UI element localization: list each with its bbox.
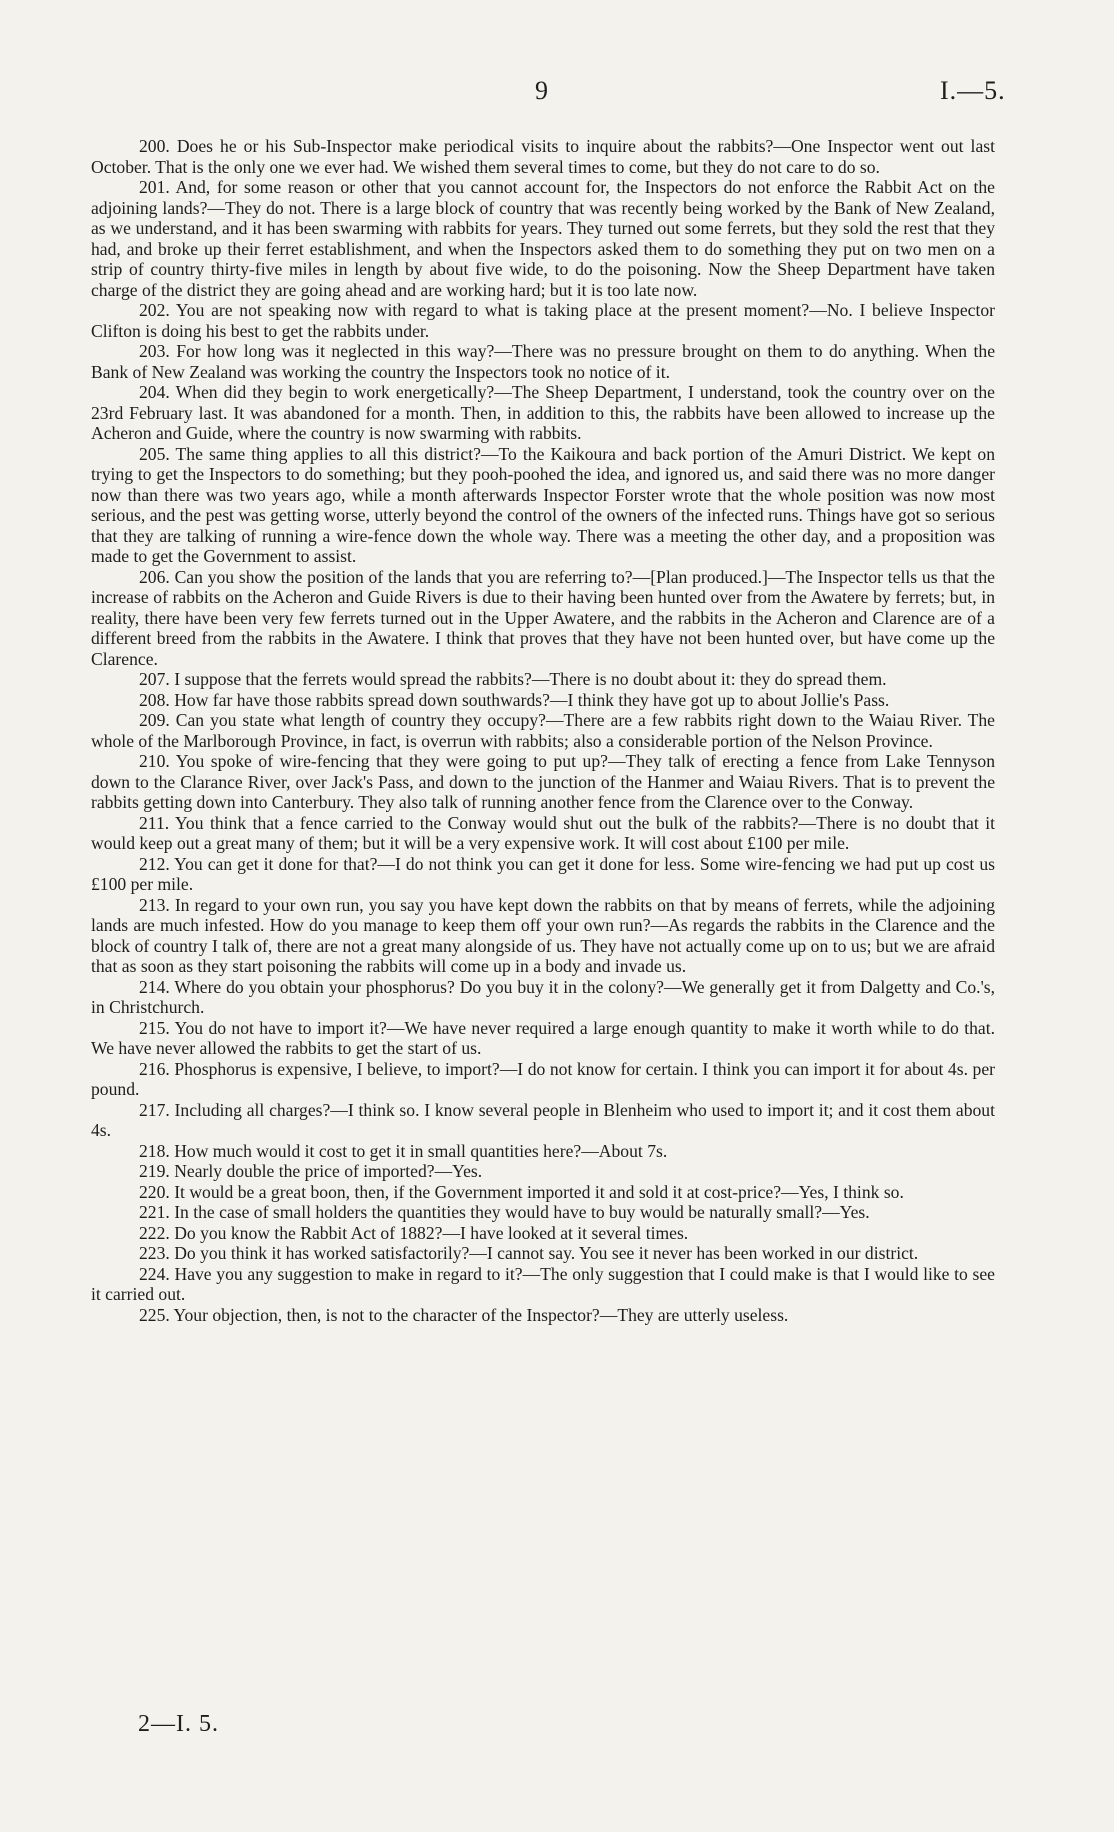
paragraph-222: 222. Do you know the Rabbit Act of 1882?—I have looked at it several times. xyxy=(139,1222,689,1243)
paragraph-204: 204. When did they begin to work energetically?—The Sheep Department, I understand, took the country over on the 23rd February last. It was abandoned for a month. Then, in addition to this, the rabbits have been allowed to increase up the Acheron and Guide, where the country is now swarming with rabbits. xyxy=(91,382,995,443)
paragraph-201: 201. And, for some reason or other that you cannot account for, the Inspectors do not enforce the Rabbit Act on the adjoining lands?—They do not. There is a large block of country that was recently being worked by the Bank of New Zealand, as we understand, and it has been swarming with rabbits for years. They turned out some ferrets, but they sold the rest that they had, and broke up their ferret establishment, and when the Inspectors asked them to do something they put on two men on a strip of country thirty-five miles in length by about five wide, to do the poisoning. Now the Sheep Department have taken charge of the district they are going ahead and are working hard; but it is too late now. xyxy=(91,177,995,300)
paragraph-224: 224. Have you any suggestion to make in regard to it?—The only suggestion that I could make is that I would like to see it carried out. xyxy=(91,1263,995,1304)
paragraph-207: 207. I suppose that the ferrets would spread the rabbits?—There is no doubt about it: they do spread them. xyxy=(139,669,887,689)
paragraph-202: 202. You are not speaking now with regard to what is taking place at the present moment?—No. I believe Inspector Clifton is doing his best to get the rabbits under. xyxy=(91,300,995,341)
paragraph-210: 210. You spoke of wire-fencing that they were going to put up?—They talk of erecting a fence from Lake Tennyson down to the Clarance River, over Jack's Pass, and down to the junction of the Hanmer and Waiau Rivers. That is to prevent the rabbits getting down into Canterbury. They also talk of running another fence from the Clarence over to the Conway. xyxy=(91,751,995,812)
paragraph-205: 205. The same thing applies to all this district?—To the Kaikoura and back portion of the Amuri District. We kept on trying to get the Inspectors to do something; but they pooh-poohed the idea, and ignored us, and said there was no more danger now than there was two years ago, while a month afterwards Inspector Forster wrote that the whole position was now most serious, and the pest was getting worse, utterly beyond the control of the owners of the infected runs. Things have got so serious that they are talking of running a wire-fence down the whole way. There was a meeting the other day, and a proposition was made to get the Government to assist. xyxy=(91,443,995,566)
paragraph-209: 209. Can you state what length of country they occupy?—There are a few rabbits right down to the Waiau River. The whole of the Marlborough Province, in fact, is overrun with rabbits; also a considerable portion of the Nelson Province. xyxy=(91,710,995,751)
signature-mark: 2—I. 5. xyxy=(138,1711,219,1737)
page-number: 9 xyxy=(535,76,548,105)
paragraph-212: 212. You can get it done for that?—I do not think you can get it done for less. Some wire-fencing we had put up cost us £100 per mile. xyxy=(91,853,995,894)
paragraph-200: 200. Does he or his Sub-Inspector make periodical visits to inquire about the rabbits?—One Inspector went out last October. That is the only one we ever had. We wished them several times to come, but they do not care to do so. xyxy=(91,136,995,177)
paragraph-206: 206. Can you show the position of the lands that you are referring to?—[Plan produced.]—The Inspector tells us that the increase of rabbits on the Acheron and Guide Rivers is due to their having been hunted over from the Awatere by ferrets; but, in reality, there have been very few ferrets turned out in the Upper Awatere, and the rabbits in the Acheron and Clarence are of a different breed from the rabbits in the Awatere. I think that proves that they have not been hunted over, but have come up the Clarence. xyxy=(91,566,995,669)
paragraph-208: 208. How far have those rabbits spread down southwards?—I think they have got up to about Jollie's Pass. xyxy=(139,689,890,710)
paragraph-221: 221. In the case of small holders the quantities they would have to buy would be naturally small?—Yes. xyxy=(139,1202,870,1222)
paragraph-223: 223. Do you think it has worked satisfactorily?—I cannot say. You see it never has been worked in our district. xyxy=(139,1243,919,1263)
paragraph-219: 219. Nearly double the price of imported?—Yes. xyxy=(139,1161,483,1181)
paragraph-203: 203. For how long was it neglected in this way?—There was no pressure brought on them to do anything. When the Bank of New Zealand was working the country the Inspectors took no notice of it. xyxy=(91,341,995,382)
paragraph-215: 215. You do not have to import it?—We have never required a large enough quantity to make it worth while to do that. We have never allowed the rabbits to get the start of us. xyxy=(91,1017,995,1058)
paragraph-213: 213. In regard to your own run, you say you have kept down the rabbits on that by means of ferrets, while the adjoining lands are much infested. How do you manage to keep them off your own run?—As regards the rabbits in the Clarence and the block of country I talk of, there are not a great many alongside of us. They have not actually come up on to us; but we are afraid that as soon as they start poisoning the rabbits will come up in a body and invade us. xyxy=(91,894,995,976)
paragraph-214: 214. Where do you obtain your phosphorus? Do you buy it in the colony?—We generally get it from Dalgetty and Co.'s, in Christchurch. xyxy=(91,976,995,1017)
paragraph-217: 217. Including all charges?—I think so. I know several people in Blenheim who used to import it; and it cost them about 4s. xyxy=(91,1099,995,1140)
paragraph-220: 220. It would be a great boon, then, if the Government imported it and sold it at cost-price?—Yes, I think so. xyxy=(139,1181,904,1202)
body-text xyxy=(91,136,995,1325)
paragraph-225: 225. Your objection, then, is not to the character of the Inspector?—They are utterly useless. xyxy=(139,1304,789,1325)
paragraph-211: 211. You think that a fence carried to the Conway would shut out the bulk of the rabbits?—There is no doubt that it would keep out a great many of them; but it will be a very expensive work. It will cost about £100 per mile. xyxy=(91,812,995,853)
page-header xyxy=(0,76,1114,116)
document-reference: I.—5. xyxy=(940,76,1006,105)
paragraph-218: 218. How much would it cost to get it in small quantities here?—About 7s. xyxy=(139,1140,668,1161)
paragraph-216: 216. Phosphorus is expensive, I believe, to import?—I do not know for certain. I think you can import it for about 4s. per pound. xyxy=(91,1058,995,1099)
